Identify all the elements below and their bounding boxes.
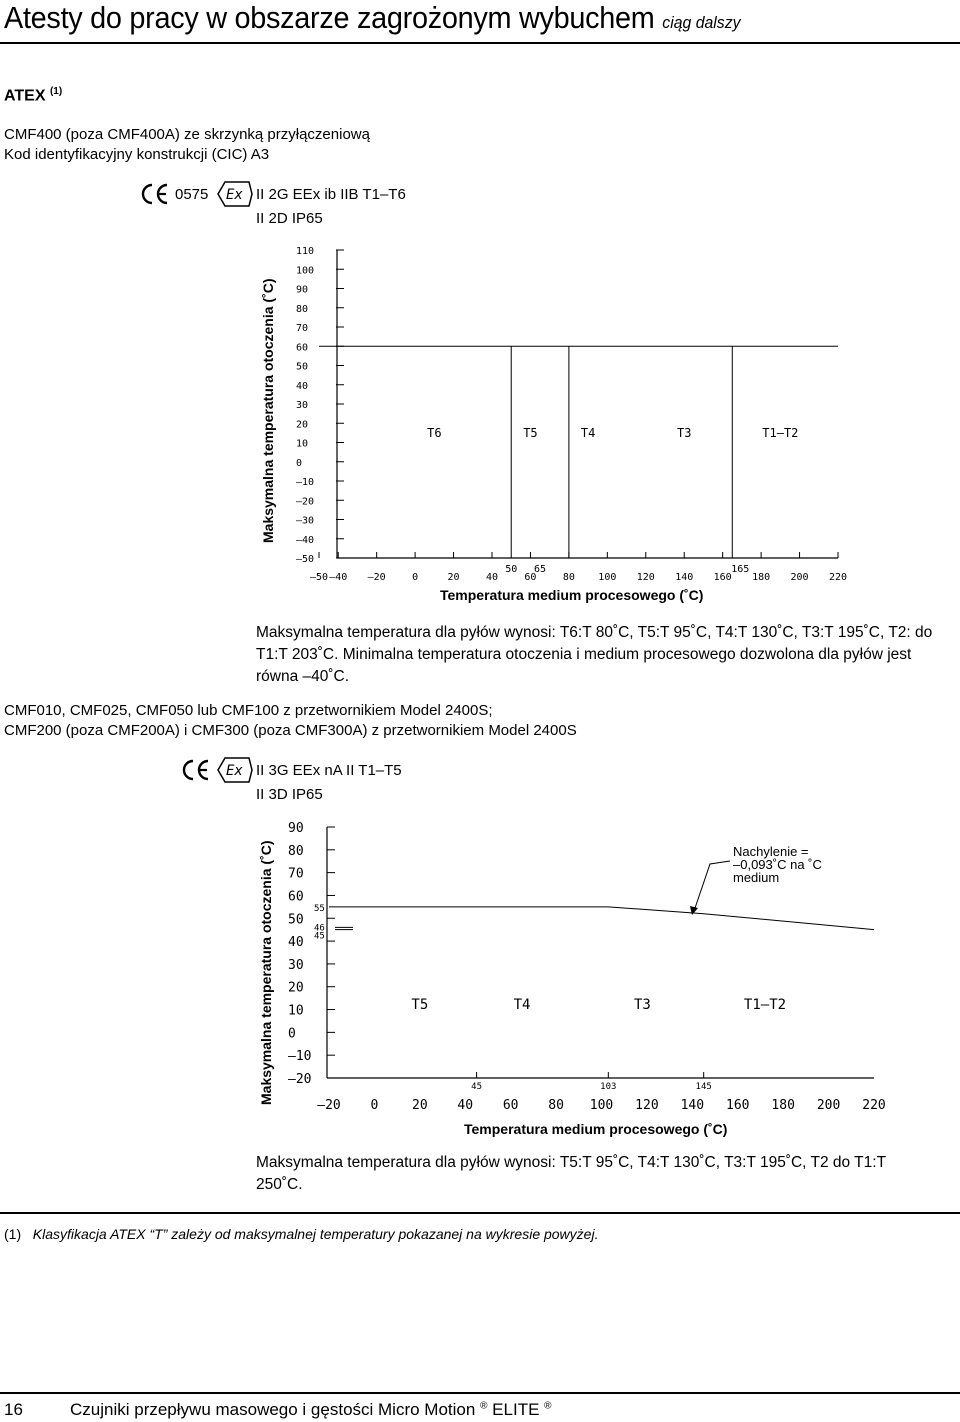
svg-text:Ex: Ex (226, 763, 243, 779)
chart2-x-tick-label: 180 (771, 1098, 795, 1113)
chart1-zone-label: T3 (676, 426, 692, 440)
chart2-leader-line (694, 861, 730, 911)
chart1-extra-x-label: 65 (534, 564, 547, 575)
chart1-x-tick-label: 60 (524, 572, 537, 583)
chart1-y-tick-label: 90 (296, 284, 309, 296)
chart1-x-tick-label: 120 (636, 572, 655, 583)
chart2-y-tick-label: –10 (288, 1049, 312, 1065)
chart1-y-tick-label: 0 (296, 457, 303, 469)
chart1-y-tick-label: –20 (296, 496, 315, 508)
section1-line2: Kod identyfikacyjny konstrukcji (CIC) A3 (4, 146, 270, 163)
chart2-y-tick-label: 70 (288, 866, 304, 882)
chart1-y-tick-label: –30 (296, 515, 315, 527)
chart1-zone-label: T6 (427, 426, 442, 440)
chart1-y-tick-label: 50 (296, 361, 309, 373)
chart2-y-tick-label: 10 (288, 1003, 304, 1019)
ce-mark-icon (140, 182, 170, 206)
chart1-y-tick-label: 100 (296, 265, 315, 277)
chart2-zone-label: T5 (411, 997, 429, 1013)
chart2-x-tick-label: 20 (412, 1098, 428, 1113)
page-title: Atesty do pracy w obszarze zagrożonym wybuchem ciąg dalszy (4, 0, 741, 35)
footnote-rule (0, 1212, 960, 1214)
chart1-x-tick-label: 140 (675, 572, 694, 583)
chart2-x-tick-label: 200 (816, 1098, 841, 1113)
chart2-slope-note: Nachylenie = (733, 844, 809, 859)
chart2-xlabel: Temperatura medium procesowego (˚C) (464, 1121, 728, 1137)
chart1-zone-label: T1–T2 (762, 426, 799, 440)
chart2-x-tick-label: 0 (370, 1098, 379, 1113)
chart2-y-tick-label: –20 (288, 1072, 312, 1087)
marking2: II 2D IP65 (256, 210, 323, 227)
chart1-y-tick-label: 80 (296, 303, 309, 315)
section2-note: Maksymalna temperatura dla pyłów wynosi: T5:T 95˚C, T4:T 130˚C, T3:T 195˚C, T2 do T1:T 250˚C. (256, 1154, 886, 1193)
chart1-y-tick-label: 60 (296, 342, 309, 354)
svg-text:Ex: Ex (226, 187, 243, 203)
chart2-slope-note: –0,093˚C na ˚C (733, 857, 822, 872)
chart2-extra-y-label: 46 (314, 923, 325, 934)
chart2-y-tick-label: 0 (288, 1026, 296, 1042)
section1-note: Maksymalna temperatura dla pyłów wynosi: T6:T 80˚C, T5:T 95˚C, T4:T 130˚C, T3:T 195˚C, T2: do T1:T 203˚C. Minimalna temperatura otoczenia i medium procesowego dozwolona dla pyłów jest równa –40˚C. (256, 624, 933, 685)
chart2-y-tick-label: 60 (288, 889, 304, 905)
chart1-x-tick-label: 160 (713, 572, 732, 583)
chart1-x-tick-label: –50 (309, 572, 329, 583)
chart2-x-tick-label: 60 (502, 1098, 519, 1113)
ex-hexagon-icon (216, 756, 254, 784)
marking4: II 3D IP65 (256, 786, 323, 803)
chart1-ylabel: Maksymalna temperatura otoczenia (˚C) (260, 278, 276, 543)
chart2-y-tick-label: 30 (288, 957, 304, 973)
footnote (4, 1226, 598, 1242)
chart1-x-tick-label: 200 (790, 572, 809, 583)
chart1-y-tick-label: –10 (296, 477, 315, 488)
chart2-x-tick-label: 160 (726, 1098, 750, 1113)
footnote-number: (1) (4, 1226, 22, 1242)
footer-rule (0, 1392, 960, 1394)
chart1-y-tick-label: –50 (296, 554, 315, 565)
ex-hexagon-icon (216, 180, 254, 208)
chart2-extra-x-label: 103 (600, 1082, 617, 1092)
chart2 (280, 810, 900, 1120)
chart2-extra-x-label: 45 (471, 1082, 483, 1092)
chart1-y-tick-label: 30 (296, 400, 309, 411)
chart1-x-tick-label: 80 (562, 572, 575, 583)
chart1-zone-label: T4 (580, 426, 596, 440)
footer-text: Czujniki przepływu masowego i gęstości Micro Motion ® ELITE ® (70, 1400, 552, 1419)
section2-line2: CMF200 (poza CMF200A) i CMF300 (poza CMF300A) z przetwornikiem Model 2400S (4, 722, 577, 739)
marking1: II 2G EEx ib IIB T1–T6 (256, 186, 406, 203)
chart2-y-tick-label: 40 (288, 935, 304, 951)
chart2-extra-y-label: 55 (314, 903, 325, 914)
chart1-xlabel: Temperatura medium procesowego (˚C) (440, 587, 704, 603)
chart2-x-tick-label: 220 (862, 1098, 886, 1113)
atex-heading: ATEX $^{(1)}$ (4, 86, 63, 105)
chart1-y-tick-label: 10 (296, 438, 309, 450)
page-number: 16 (4, 1400, 23, 1419)
chart2-x-tick-label: 120 (635, 1098, 659, 1113)
chart2-y-tick-label: 50 (288, 912, 304, 928)
chart2-y-tick-label: 20 (288, 980, 304, 996)
chart2-y-tick-label: 90 (288, 821, 304, 836)
chart2-x-tick-label: 140 (680, 1098, 705, 1113)
footnote-text: Klasyfikacja ATEX “T” zależy od maksymalnej temperatury pokazanej na wykresie powyżej. (32, 1226, 599, 1242)
chart1-extra-x-label: 165 (731, 564, 750, 575)
chart1-y-tick-label: 20 (296, 419, 309, 431)
chart1-x-tick-label: –20 (367, 572, 386, 583)
chart1-x-tick-label: 40 (485, 572, 499, 583)
section1-line1: CMF400 (poza CMF400A) ze skrzynką przyłączeniową (4, 126, 370, 143)
chart1-x-tick-label: 180 (752, 572, 771, 583)
section2-line1: CMF010, CMF025, CMF050 lub CMF100 z przetwornikiem Model 2400S; (4, 702, 493, 719)
chart2-extra-y-label: 45 (314, 931, 325, 942)
chart1-zone-label: T5 (523, 426, 538, 440)
marking3: II 3G EEx nA II T1–T5 (256, 762, 402, 779)
chart1-x-tick-label: 100 (598, 572, 617, 583)
chart1-y-tick-label: –40 (296, 534, 315, 546)
chart2-ylabel: Maksymalna temperatura otoczenia (˚C) (258, 840, 274, 1105)
ce-mark-icon (181, 758, 211, 782)
chart2-x-tick-label: 40 (457, 1098, 474, 1113)
chart1-x-tick-label: 0 (412, 572, 419, 583)
chart2-series-line (329, 907, 874, 930)
chart1 (280, 240, 860, 590)
chart2-x-tick-label: –20 (317, 1098, 341, 1113)
chart1-x-tick-label: –40 (329, 572, 348, 583)
chart2-extra-x-label: 145 (695, 1082, 712, 1092)
chart2-x-tick-label: 100 (589, 1098, 614, 1113)
title-continued: ciąg dalszy (662, 13, 741, 32)
chart2-zone-label: T3 (633, 997, 651, 1013)
chart1-extra-x-label: 50 (505, 564, 518, 575)
chart2-zone-label: T4 (513, 997, 531, 1013)
ce-number: 0575 (175, 186, 209, 203)
chart1-x-tick-label: 220 (828, 572, 848, 583)
title-rule (0, 42, 960, 44)
chart1-x-tick-label: 20 (447, 572, 460, 583)
chart2-slope-note: medium (733, 870, 780, 885)
atex-footnote-ref: (1) (49, 86, 63, 97)
chart1-y-tick-label: 110 (296, 246, 315, 257)
chart2-zone-label: T1–T2 (743, 997, 787, 1013)
chart1-y-tick-label: 40 (296, 380, 309, 392)
chart2-x-tick-label: 80 (548, 1098, 564, 1113)
chart1-y-tick-label: 70 (296, 323, 309, 334)
chart2-y-tick-label: 80 (288, 843, 304, 859)
